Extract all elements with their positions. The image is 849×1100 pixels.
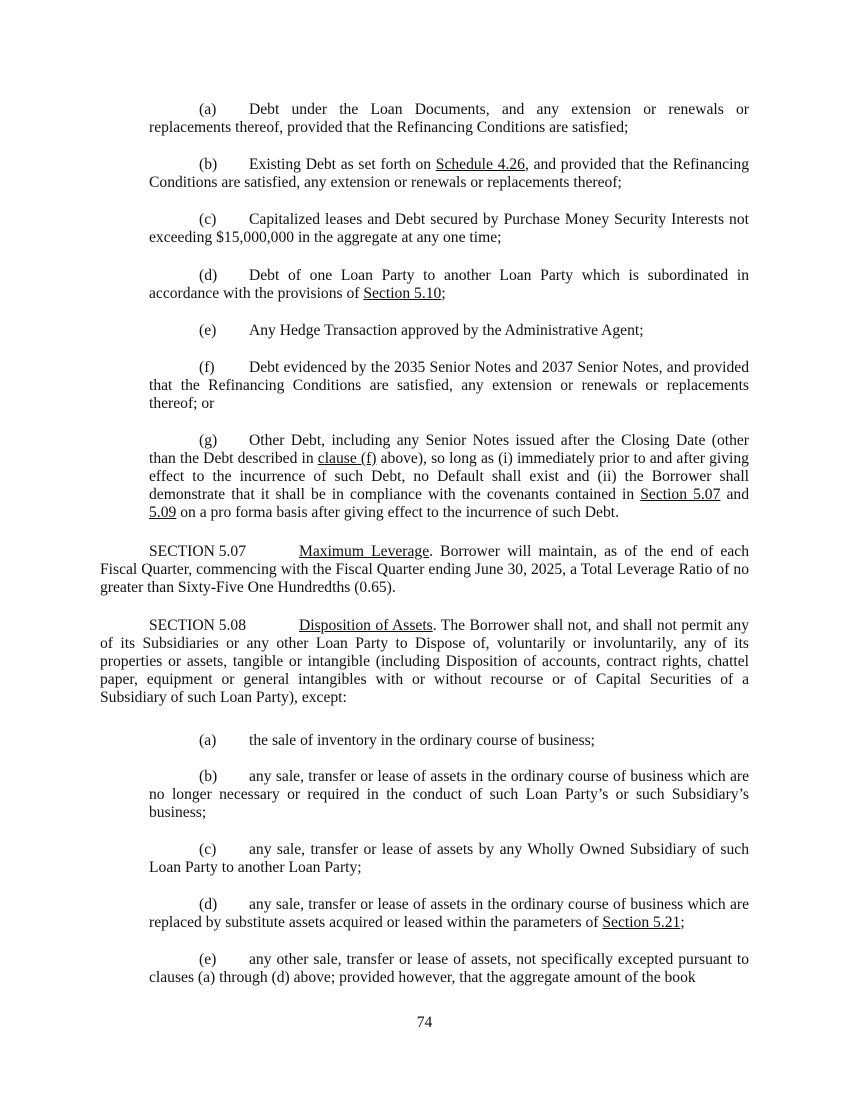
section-number: SECTION 5.07 — [149, 543, 247, 560]
clause-text: Other Debt, including any Senior Notes issued after the Closing Date (other than the Debt described in — [149, 432, 749, 467]
clause-text: ; — [680, 914, 685, 931]
clause-label: (a) — [199, 732, 217, 749]
clause-text: the sale of inventory in the ordinary course of business; — [249, 732, 596, 749]
clause-label: (a) — [199, 101, 217, 118]
clause-text: on a pro forma basis after giving effect to the incurrence of such Debt. — [176, 504, 619, 521]
clause-label: (b) — [199, 768, 218, 785]
clause-text: Debt evidenced by the 2035 Senior Notes and 2037 Senior Notes, and provided that the Refinancing Conditions are satisfied, any extension or renewals or replacements thereof; or — [149, 359, 749, 412]
clause-label: (g) — [199, 432, 218, 449]
clause-label: (c) — [199, 841, 217, 858]
clause-text: Debt under the Loan Documents, and any extension or renewals or replacements thereof, provided that the Refinancing Conditions are satisfied; — [149, 101, 749, 136]
disposition-clause-d — [149, 896, 749, 932]
clause-text: any sale, transfer or lease of assets in the ordinary course of business which are no longer necessary or required in the conduct of such Loan Party’s or such Subsidiary’s business; — [149, 768, 749, 821]
disposition-clause-e — [149, 951, 749, 987]
schedule-reference-link: Schedule 4.26 — [435, 156, 525, 173]
disposition-clause-a — [149, 732, 749, 750]
clause-text: any other sale, transfer or lease of assets, not specifically excepted pursuant to clauses (a) through (d) above; provided however, that the aggregate amount of the book — [149, 951, 749, 986]
clause-label: (d) — [199, 896, 218, 913]
clause-text: any sale, transfer or lease of assets by any Wholly Owned Subsidiary of such Loan Party to another Loan Party; — [149, 841, 749, 876]
section-reference-link: Section 5.21 — [602, 914, 681, 931]
section-body: . The Borrower shall not, and shall not permit any of its Subsidiaries or any other Loan Party to Dispose of, voluntarily or involuntarily, any of its properties or assets, tangible or intangible (including Disposition of accounts, contract rights, chattel paper, equipment or general intangibles with or without recourse or of Capital Securities of a Subsidiary of such Loan Party), except: — [100, 617, 749, 706]
debt-clause-c — [149, 211, 749, 247]
clause-label: (d) — [199, 267, 218, 284]
section-reference-link: Section 5.10 — [363, 285, 442, 302]
disposition-clause-b — [149, 768, 749, 822]
clause-text: , and provided that the Refinancing Conditions are satisfied, any extension or renewals or replacements thereof; — [149, 156, 749, 191]
clause-label: (e) — [199, 322, 217, 339]
section-title: Disposition of Assets — [299, 617, 433, 634]
debt-clause-b — [149, 156, 749, 192]
section-reference-link: 5.09 — [149, 504, 177, 521]
section-number: SECTION 5.08 — [149, 617, 247, 634]
debt-clause-a — [149, 101, 749, 137]
clause-text: any sale, transfer or lease of assets in the ordinary course of business which are replaced by substitute assets acquired or leased within the parameters of — [149, 896, 749, 931]
clause-label: (f) — [199, 359, 215, 376]
clause-text: ; — [441, 285, 446, 302]
section-reference-link: Section 5.07 — [640, 486, 721, 503]
clause-label: (b) — [199, 156, 218, 173]
clause-text: Capitalized leases and Debt secured by Purchase Money Security Interests not exceeding $15,000,000 in the aggregate at any one time; — [149, 211, 749, 246]
section-5-08 — [100, 617, 749, 707]
disposition-clause-c — [149, 841, 749, 877]
section-5-07 — [100, 543, 749, 597]
clause-text: Debt of one Loan Party to another Loan Party which is subordinated in accordance with the provisions of — [149, 267, 749, 302]
debt-clause-g — [149, 432, 749, 522]
clause-text: Any Hedge Transaction approved by the Administrative Agent; — [249, 322, 644, 339]
debt-clause-d — [149, 267, 749, 303]
section-title: Maximum Leverage — [299, 543, 430, 560]
clause-label: (e) — [199, 951, 217, 968]
debt-clause-e — [149, 322, 749, 340]
clause-text: above), so long as (i) immediately prior to and after giving effect to the incurrence of such Debt, no Default shall exist and (ii) the Borrower shall demonstrate that it shall be in compliance with the covenants contained in — [149, 450, 749, 503]
clause-label: (c) — [199, 211, 217, 228]
section-body: . Borrower will maintain, as of the end of each Fiscal Quarter, commencing with the Fiscal Quarter ending June 30, 2025, a Total Leverage Ratio of no greater than Sixty-Five One Hundredths (0.65). — [100, 543, 749, 596]
clause-text: Existing Debt as set forth on — [249, 156, 436, 173]
clause-text: and — [720, 486, 749, 503]
clause-reference-link: clause (f) — [317, 450, 377, 467]
page-number: 74 — [416, 1014, 433, 1031]
debt-clause-f — [149, 359, 749, 413]
